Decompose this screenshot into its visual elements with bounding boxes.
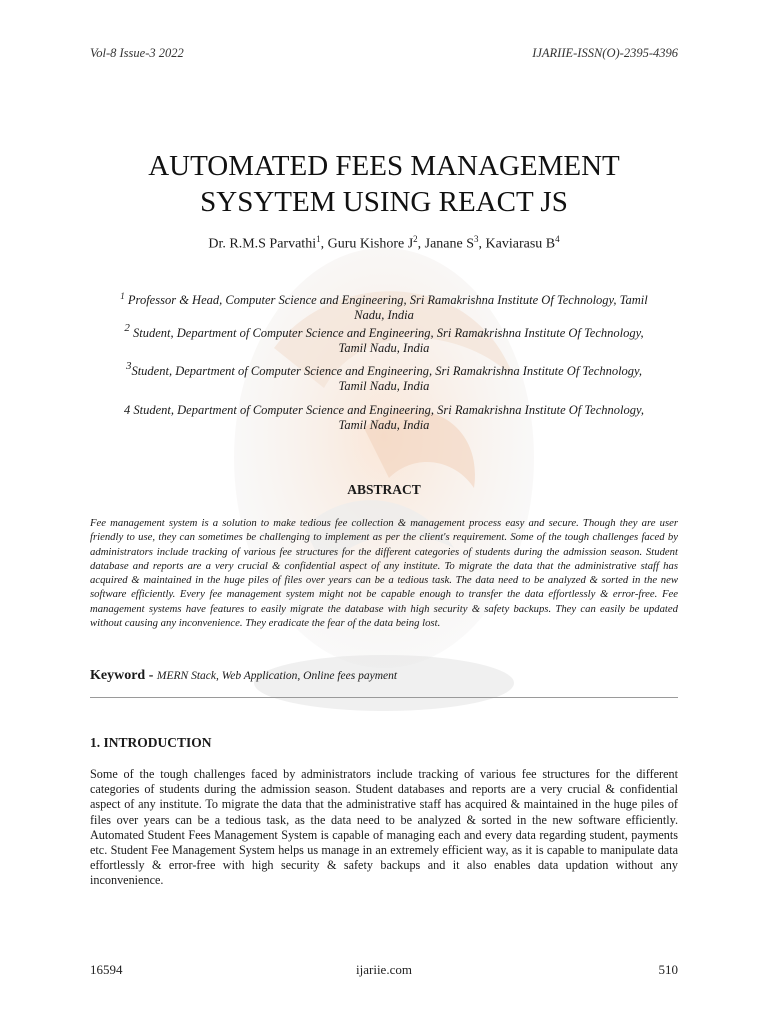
introduction-text: Some of the tough challenges faced by administrators include tracking of various fee structures for the different categories of students during the admission season. Student databases and reports are a very crucial & confidential aspect of any institute. To migrate the data that the administrative staff has acquired & maintained in the huge piles of files over years can be a tedious task, as the data need to be analyzed & sorted in the new software efficiently. Automated Student Fees Management System is capable of managing each and every data regarding student, payments etc. Student Fee Management System helps us manage in an extremely efficient way, as it is capable to manipulate data effortlessly & error-free with high security & safety backups and it also enables data updation without any inconvenience. (90, 767, 678, 888)
title-line-2: SYSYTEM USING REACT JS (200, 186, 568, 218)
author-name: Dr. R.M.S Parvathi (208, 236, 317, 252)
affiliation-number: 2 (124, 322, 130, 334)
footer-paper-id: 16594 (90, 962, 123, 977)
affiliation-text: Tamil Nadu, India (338, 379, 430, 393)
affiliation-text: Student, Department of Computer Science and Engineering, Sri Ramakrishna Institute Of Technology, (131, 364, 643, 378)
affiliation-text: Professor & Head, Computer Science and Engineering, Sri Ramakrishna Institute Of Technology, Tamil (127, 293, 648, 308)
affiliation-text: Nadu, India (354, 308, 414, 323)
affiliation-1 (90, 289, 678, 323)
author-affiliation-mark: 2 (413, 234, 418, 244)
affiliation-2 (90, 321, 678, 356)
keyword-label: Keyword - (90, 668, 157, 683)
affiliation-text: Student, Department of Computer Science and Engineering, Sri Ramakrishna Institute Of Technology, (133, 403, 644, 417)
affiliation-3 (90, 359, 678, 394)
affiliation-number: 3 (125, 360, 132, 372)
footer-site: ijariie.com (356, 962, 412, 977)
paper-title (60, 148, 708, 220)
author-affiliation-mark: 1 (316, 234, 321, 244)
affiliation-4 (90, 403, 678, 433)
keywords (90, 668, 397, 684)
header-issn: IJARIIE-ISSN(O)-2395-4396 (532, 46, 678, 60)
header-volume: Vol-8 Issue-3 2022 (90, 46, 184, 60)
abstract-text: Fee management system is a solution to make tedious fee collection & management process easy and secure. Though they are user friendly to use, they can sometimes be challenging to implement as per the client's requirement. Some of the tough challenges faced by administrators include tracking of various fee structures for the different categories of students during the admission season. Student database and reports are a very crucial & confidential aspect of any institute. To migrate the data that the administrative staff has acquired & maintained in the huge piles of files over years can be a tedious task. The data need to be analyzed & sorted in the new software efficiently. Every fee management system might not be capable enough to transfer the data effortlessly & error-free. Fee management systems have features to easily migrate the database with high security & safety backups. They can easily be updated without causing any inconvenience. They eradicate the fear of the data being lost. (90, 517, 678, 630)
affiliation-number: 1 (120, 291, 125, 301)
section-divider (90, 697, 678, 698)
author-affiliation-mark: 3 (474, 234, 479, 244)
author-affiliation-mark: 4 (555, 234, 560, 244)
keyword-text: MERN Stack, Web Application, Online fees payment (156, 670, 398, 682)
affiliation-text: Tamil Nadu, India (338, 341, 430, 355)
abstract-heading: ABSTRACT (347, 482, 421, 497)
title-line-1: AUTOMATED FEES MANAGEMENT (148, 150, 620, 182)
affiliation-text: Student, Department of Computer Science and Engineering, Sri Ramakrishna Institute Of Technology, (133, 326, 644, 340)
author-name: Janane S (424, 236, 475, 252)
footer-page-number: 510 (658, 962, 678, 977)
affiliation-text: Tamil Nadu, India (338, 418, 430, 432)
introduction-heading: 1. INTRODUCTION (90, 735, 212, 750)
author-list: Dr. R.M.S Parvathi$^1$, Guru Kishore $J^2$, Janane $S^3$, Kaviarasu $B^4$ (208, 234, 560, 252)
author-name: Guru Kishore J (327, 236, 414, 252)
author-name: Kaviarasu B (485, 236, 556, 252)
affiliation-number: 4 (124, 403, 131, 417)
